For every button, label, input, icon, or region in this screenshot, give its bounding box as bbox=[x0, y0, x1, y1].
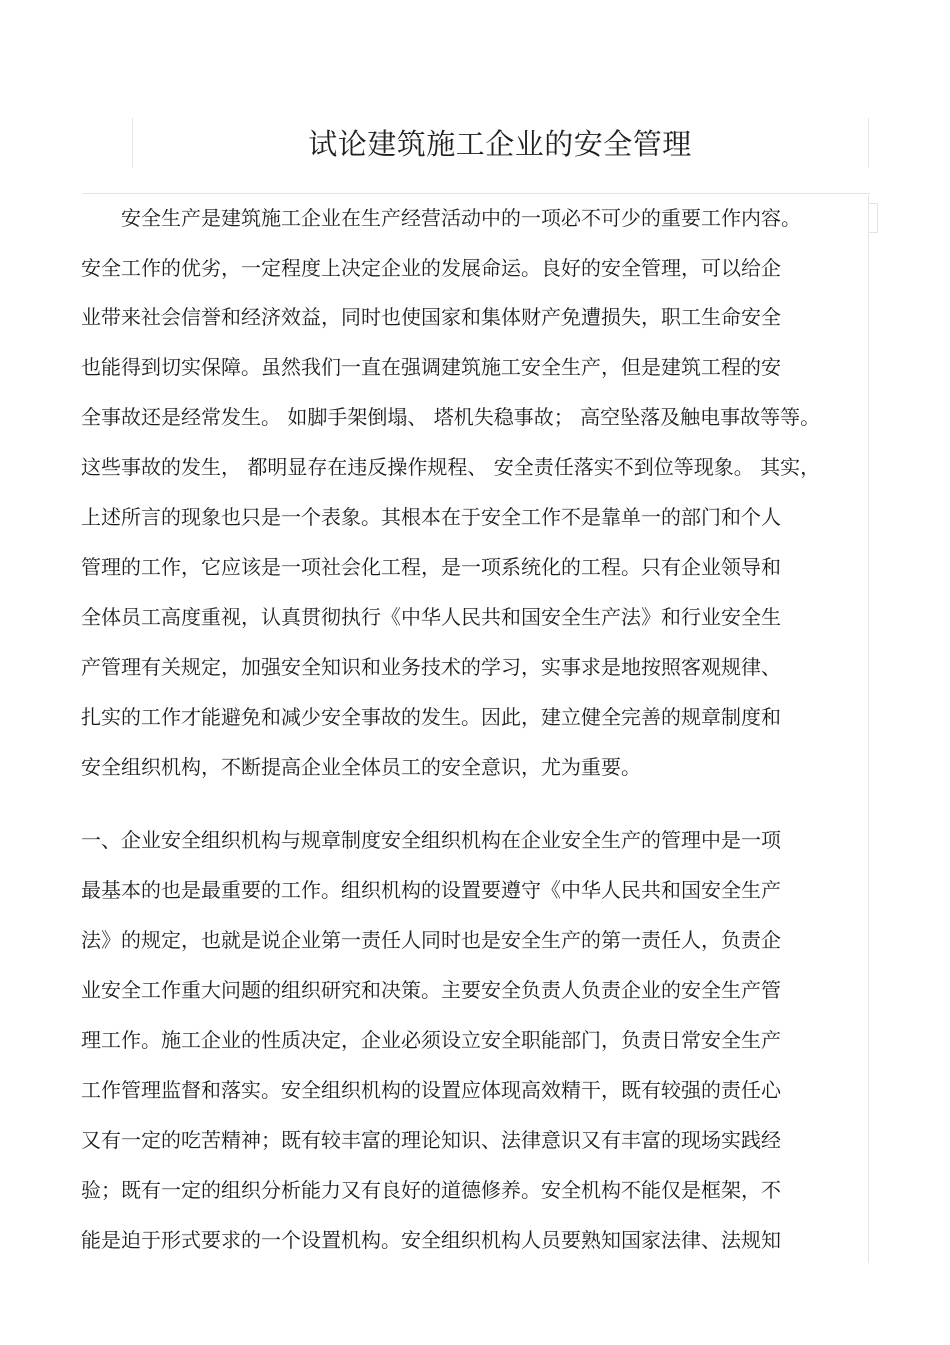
body-line: 安全生产是建筑施工企业在生产经营活动中的一项必不可少的重要工作内容。 bbox=[81, 206, 801, 230]
body-line: 扎实的工作才能避免和减少安全事故的发生。因此，建立健全完善的规章制度和 bbox=[81, 705, 781, 729]
section-heading-line: 一、企业安全组织机构与规章制度安全组织机构在企业安全生产的管理中是一项 bbox=[81, 828, 781, 852]
body-line: 全事故还是经常发生。 如脚手架倒塌、 塔机失稳事故； 高空坠落及触电事故等等。 bbox=[81, 405, 821, 429]
margin-bracket bbox=[868, 232, 878, 233]
body-line: 验；既有一定的组织分析能力又有良好的道德修养。安全机构不能仅是框架，不 bbox=[81, 1178, 781, 1202]
body-line: 业安全工作重大问题的组织研究和决策。主要安全负责人负责企业的安全生产管 bbox=[81, 978, 781, 1002]
body-line: 全体员工高度重视，认真贯彻执行《中华人民共和国安全生产法》和行业安全生 bbox=[81, 605, 781, 629]
body-line: 理工作。施工企业的性质决定，企业必须设立安全职能部门，负责日常安全生产 bbox=[81, 1028, 781, 1052]
body-line: 业带来社会信誉和经济效益，同时也使国家和集体财产免遭损失，职工生命安全 bbox=[81, 305, 781, 329]
guide-line bbox=[868, 195, 869, 1263]
body-line: 能是迫于形式要求的一个设置机构。安全组织机构人员要熟知国家法律、法规知 bbox=[81, 1228, 781, 1252]
body-line: 安全组织机构，不断提高企业全体员工的安全意识，尤为重要。 bbox=[81, 755, 641, 779]
body-line: 上述所言的现象也只是一个表象。其根本在于安全工作不是靠单一的部门和个人 bbox=[81, 505, 781, 529]
body-line: 产管理有关规定，加强安全知识和业务技术的学习，实事求是地按照客观规律、 bbox=[81, 655, 781, 679]
margin-bracket bbox=[877, 203, 878, 233]
guide-line bbox=[132, 118, 133, 168]
body-line: 也能得到切实保障。虽然我们一直在强调建筑施工安全生产，但是建筑工程的安 bbox=[81, 355, 781, 379]
guide-line bbox=[868, 118, 869, 168]
guide-line bbox=[82, 193, 870, 194]
body-line: 最基本的也是最重要的工作。组织机构的设置要遵守《中华人民共和国安全生产 bbox=[81, 878, 781, 902]
body-line: 又有一定的吃苦精神；既有较丰富的理论知识、法律意识又有丰富的现场实践经 bbox=[81, 1128, 781, 1152]
document-title: 试论建筑施工企业的安全管理 bbox=[308, 127, 692, 161]
body-line: 这些事故的发生， 都明显存在违反操作规程、 安全责任落实不到位等现象。 其实， bbox=[81, 455, 821, 479]
body-line: 管理的工作，它应该是一项社会化工程，是一项系统化的工程。只有企业领导和 bbox=[81, 555, 781, 579]
body-line: 安全工作的优劣，一定程度上决定企业的发展命运。良好的安全管理，可以给企 bbox=[81, 256, 781, 280]
body-line: 法》的规定，也就是说企业第一责任人同时也是安全生产的第一责任人，负责企 bbox=[81, 928, 781, 952]
body-line: 工作管理监督和落实。安全组织机构的设置应体现高效精干，既有较强的责任心 bbox=[81, 1078, 781, 1102]
